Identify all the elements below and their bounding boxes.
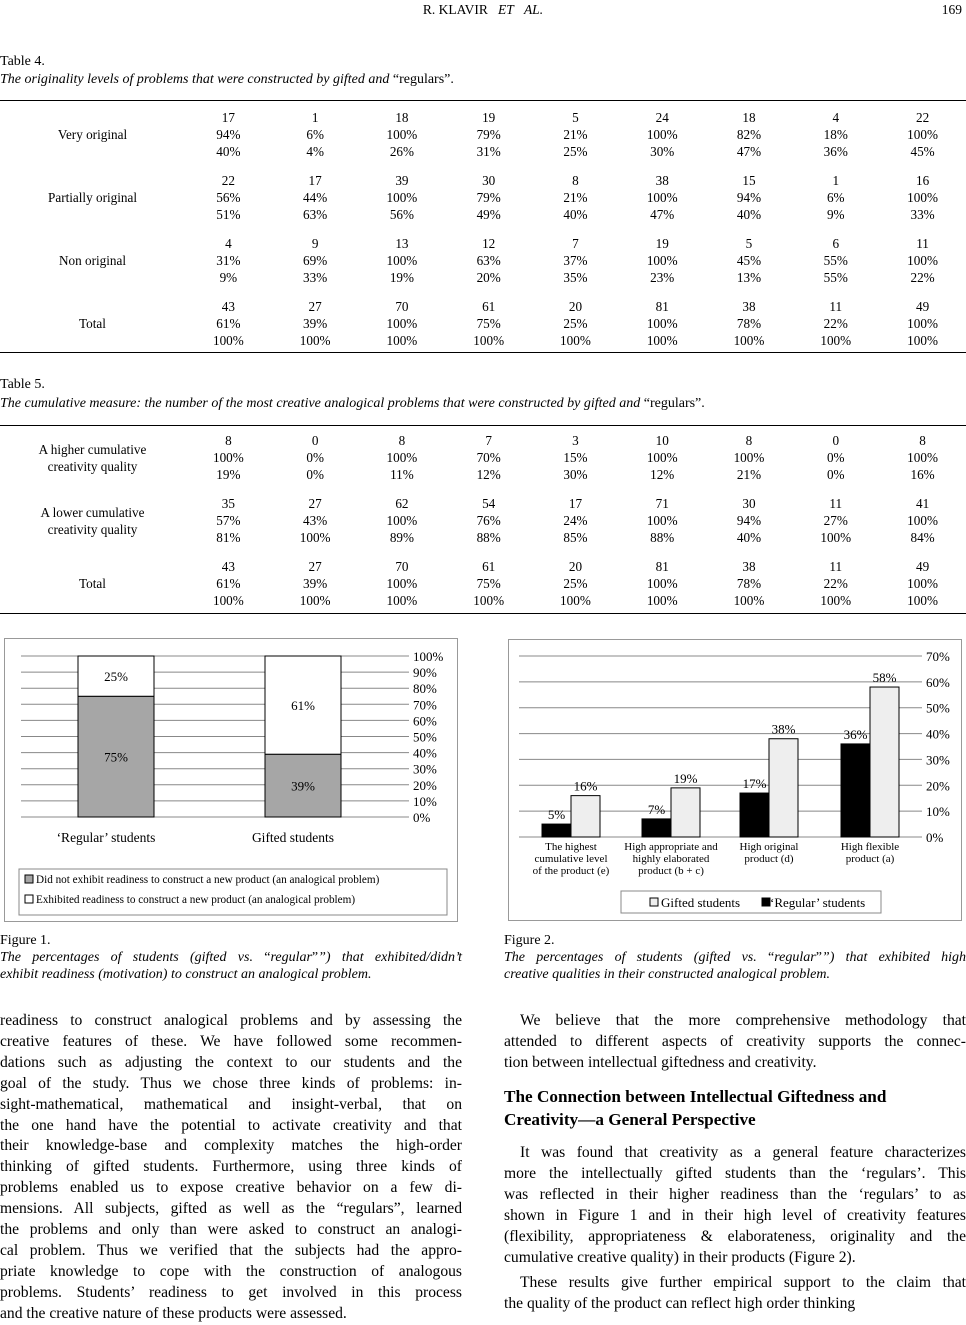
figure1-chart <box>5 639 457 921</box>
table5-cell: 0 0% 0% <box>306 433 324 482</box>
table5-cell: 54 76% 88% <box>476 496 501 545</box>
text-line: problems. Students’ readiness to get involved in this process <box>0 1283 462 1301</box>
table4-row <box>0 167 966 230</box>
table4-cell: 17 94% 40% <box>216 110 241 159</box>
table5-cell: 27 43% 100% <box>299 496 331 545</box>
y-tick-label: 80% <box>413 681 437 697</box>
table5-caption: The cumulative measure: the number of the most creative analogical problems that were constructed by gifted and “regulars”. <box>0 396 705 411</box>
y-tick-label: 0% <box>413 810 431 825</box>
table4-cell: 30 79% 49% <box>476 173 501 222</box>
data-label: 7% <box>647 801 666 817</box>
bar <box>671 788 700 837</box>
table4-cell: 9 69% 33% <box>303 236 328 285</box>
x-category-label: High appropriate and <box>624 841 718 853</box>
figure2-chart <box>509 640 961 920</box>
bar <box>740 793 769 837</box>
table4-row <box>0 104 966 167</box>
table5-cell: 61 75% 100% <box>473 559 505 608</box>
text-line: cumulative creative quality) in their products (Figure 2). <box>504 1248 856 1266</box>
table5-row <box>0 427 966 490</box>
table5-row <box>0 553 966 616</box>
table5-cell: 43 61% 100% <box>212 559 244 608</box>
table4-cell: 5 45% 13% <box>736 236 762 285</box>
x-category-label: ‘Regular’ students <box>56 830 156 845</box>
y-tick-label: 10% <box>926 804 950 820</box>
table4-cell: 15 94% 40% <box>736 173 762 222</box>
table4-cell: 4 18% 36% <box>823 110 848 159</box>
table5-cell: 70 100% 100% <box>386 559 418 608</box>
table5-row <box>0 490 966 553</box>
table5-cell: 62 100% 89% <box>386 496 418 545</box>
data-label: 61% <box>291 698 315 714</box>
data-label: 75% <box>104 749 128 765</box>
table4-cell: 19 79% 31% <box>476 110 501 159</box>
table5-cell: 35 57% 81% <box>216 496 241 545</box>
text-line: These results give further empirical support to the claim that <box>520 1274 966 1291</box>
text-line: cal problem. Thus we verified that the subjects had the appro- <box>0 1241 462 1259</box>
bar <box>769 739 798 837</box>
table4-cell: 22 56% 51% <box>216 173 241 222</box>
legend-swatch-regular <box>762 898 770 906</box>
table4-cell: 22 100% 45% <box>907 110 938 159</box>
right-column-paragraph-2 <box>504 1143 966 1268</box>
legend-swatch <box>25 875 33 883</box>
table5-cell: 0 0% 0% <box>826 433 845 482</box>
table5-cell: 8 100% 16% <box>907 433 938 482</box>
y-tick-label: 30% <box>926 752 950 768</box>
data-label: 16% <box>573 778 598 794</box>
data-label: 39% <box>291 778 315 794</box>
y-tick-label: 0% <box>926 830 944 845</box>
y-tick-label: 20% <box>926 778 950 794</box>
figure2-frame <box>508 639 962 921</box>
table4-cell: 8 21% 40% <box>563 173 588 222</box>
y-tick-label: 60% <box>413 713 437 729</box>
data-label: 25% <box>104 669 128 685</box>
legend-label: Exhibited readiness to construct a new product (an analogical problem) <box>36 894 356 906</box>
table4-row-label: Non original <box>58 253 127 269</box>
table4-cell: 24 100% 30% <box>646 110 678 159</box>
table4-cell: 1 6% 4% <box>306 110 324 159</box>
table4-cell: 12 63% 20% <box>476 236 501 285</box>
text-line: and the creative nature of these products were assessed. <box>0 1304 347 1322</box>
author-et: ET <box>498 2 514 17</box>
table4-cell: 61 75% 100% <box>473 299 505 348</box>
text-line: dations such as adjusting the context to our students and the <box>0 1053 462 1071</box>
table4-cell: 19 100% 23% <box>646 236 678 285</box>
text-line: goal of the study. Thus we chose three kinds of problems: in- <box>0 1074 462 1092</box>
x-category-label: of the product (e) <box>532 865 610 877</box>
table4-cell: 1 6% 9% <box>826 173 845 222</box>
text-line: thinking of gifted students. Furthermore, using three kinds of <box>0 1158 462 1176</box>
page-number: 169 <box>941 2 962 17</box>
table4-cell: 38 78% 100% <box>733 299 765 348</box>
table5-cell: 11 27% 100% <box>820 496 852 545</box>
table4-cell: 18 100% 26% <box>386 110 418 159</box>
table5-cell: 17 24% 85% <box>563 496 588 545</box>
table5-cell: 7 70% 12% <box>476 433 501 482</box>
table5-cell: 41 100% 84% <box>907 496 938 545</box>
table4-bottom-rule <box>0 352 966 353</box>
text-line: mensions. All subjects, gifted as well as the “regulars”, learned <box>0 1200 462 1218</box>
x-category-label: highly elaborated <box>632 853 710 865</box>
bar <box>571 796 600 837</box>
table5-cell: 8 100% 19% <box>212 433 244 482</box>
table4 <box>0 104 966 356</box>
bar <box>642 819 671 837</box>
table5-title: Table 5. <box>0 377 45 392</box>
x-category-label: product (d) <box>744 853 794 865</box>
y-tick-label: 70% <box>413 697 437 713</box>
x-category-label: product (b + c) <box>638 865 704 877</box>
text-line: was reflected in their higher readiness than the ‘regulars’ to as <box>504 1185 966 1203</box>
y-tick-label: 40% <box>926 726 950 742</box>
data-label: 58% <box>872 670 897 686</box>
table5-row-label: A lower cumulative creativity quality <box>40 504 145 537</box>
table5-cell: 38 78% 100% <box>733 559 765 608</box>
y-tick-label: 70% <box>926 649 950 664</box>
running-head-author: R. KLAVIR ET AL. <box>422 2 544 17</box>
table5-cell: 8 100% 11% <box>386 433 418 482</box>
table5-cell: 10 100% 12% <box>646 433 678 482</box>
y-tick-label: 100% <box>413 649 444 664</box>
table4-cell: 16 100% 33% <box>907 173 938 222</box>
table4-row <box>0 293 966 356</box>
table4-row-label: Very original <box>57 127 128 143</box>
table4-cell: 20 25% 100% <box>560 299 591 348</box>
right-column-paragraph-1 <box>504 1011 966 1074</box>
data-label: 36% <box>843 726 868 742</box>
table4-cell: 13 100% 19% <box>386 236 418 285</box>
table5-cell: 8 100% 21% <box>733 433 765 482</box>
table4-cell: 5 21% 25% <box>563 110 588 159</box>
table4-top-rule <box>0 100 966 101</box>
table4-cell: 7 37% 35% <box>563 236 588 285</box>
right-column-paragraph-3 <box>504 1273 966 1315</box>
x-category-label: product (a) <box>845 853 895 865</box>
table4-cell: 81 100% 100% <box>646 299 678 348</box>
left-column-text <box>0 1011 462 1325</box>
table5-row-label: A higher cumulative creativity quality <box>38 441 147 474</box>
table4-row-label: Partially original <box>48 190 137 206</box>
text-line: tion between intellectual giftedness and creativity. <box>504 1053 817 1071</box>
table4-cell: 43 61% 100% <box>212 299 244 348</box>
table5-cell: 27 39% 100% <box>299 559 331 608</box>
table4-cell: 38 100% 47% <box>646 173 678 222</box>
text-line: (flexibility, appropriateness & elaborateness, originality and the <box>504 1227 966 1245</box>
figure1-frame <box>4 638 458 922</box>
data-label: 17% <box>742 776 767 792</box>
legend-label-gifted: Gifted students <box>661 895 741 910</box>
table4-cell: 27 39% 100% <box>299 299 331 348</box>
bar <box>542 824 571 837</box>
text-line: their knowledge-base and complexity matches the high-order <box>0 1137 462 1155</box>
text-line: attended to different aspects of creativity supports the connec- <box>504 1032 966 1050</box>
running-head <box>0 2 966 22</box>
text-line: the problems and only than were asked to construct an analogi- <box>0 1221 462 1239</box>
table5-cell: 20 25% 100% <box>560 559 591 608</box>
text-line: It was found that creativity as a general feature characterizes <box>520 1144 966 1161</box>
table4-cell: 49 100% 100% <box>907 299 938 348</box>
x-category-label: High flexible <box>840 841 900 853</box>
table4-title: Table 4. <box>0 54 45 69</box>
x-category-label: cumulative level <box>534 853 608 865</box>
table5-top-rule <box>0 425 966 426</box>
figure2-caption: Figure 2. The percentages of students (gifted vs. “regular””) that exhibited high creative qualities in their constructed analogical problem. <box>504 933 966 982</box>
data-label: 19% <box>673 770 698 786</box>
text-line: shown in Figure 1 and in their high level of creativity features <box>504 1206 966 1224</box>
text-line: We believe that the more comprehensive methodology that <box>520 1012 966 1029</box>
y-tick-label: 10% <box>413 793 437 809</box>
text-line: the one hand have the potential to activate creativity and that <box>0 1116 462 1134</box>
data-label: 38% <box>771 721 796 737</box>
table5-cell: 30 94% 40% <box>736 496 762 545</box>
y-tick-label: 30% <box>413 761 437 777</box>
y-tick-label: 50% <box>413 729 437 745</box>
table5-cell: 49 100% 100% <box>907 559 938 608</box>
text-line: sight-mathematical, mathematical and insight-verbal, that on <box>0 1095 462 1113</box>
y-tick-label: 20% <box>413 777 437 793</box>
author-al: AL. <box>523 2 544 17</box>
figure1-caption-title: Figure 1. <box>0 933 51 948</box>
table4-cell: 4 31% 9% <box>216 236 241 285</box>
legend-swatch <box>25 895 33 903</box>
legend-label-regular: ‘Regular’ students <box>770 895 866 910</box>
data-label: 5% <box>547 807 566 823</box>
table4-cell: 39 100% 56% <box>386 173 418 222</box>
bar <box>841 744 870 837</box>
table4-cell: 11 100% 22% <box>907 236 938 285</box>
y-tick-label: 90% <box>413 665 437 681</box>
text-line: readiness to construct analogical problems and by assessing the <box>0 1012 462 1029</box>
table5 <box>0 427 966 616</box>
table5-cell: 71 100% 88% <box>646 496 678 545</box>
table5-cell: 81 100% 100% <box>646 559 678 608</box>
legend-label: Did not exhibit readiness to construct a new product (an analogical problem) <box>36 874 380 886</box>
text-line: creative features of these. We have followed some recommen- <box>0 1032 462 1050</box>
table4-row <box>0 230 966 293</box>
table4-cell: 11 22% 100% <box>820 299 852 348</box>
text-line: the quality of the product can reflect high order thinking <box>504 1294 856 1312</box>
section-heading: The Connection between Intellectual Giftedness and Creativity—a General Perspective <box>504 1087 887 1129</box>
y-tick-label: 60% <box>926 674 950 690</box>
text-line: more the intellectually gifted students than the ‘regulars’. This <box>504 1164 966 1182</box>
x-category-label: Gifted students <box>251 830 335 845</box>
table5-bottom-rule <box>0 613 966 614</box>
table4-row-label: Total <box>79 316 106 332</box>
legend-swatch-gifted <box>650 898 658 906</box>
y-tick-label: 50% <box>926 700 950 716</box>
table4-cell: 17 44% 63% <box>303 173 328 222</box>
x-category-label: The highest <box>545 841 597 853</box>
table5-row-label: Total <box>79 576 106 592</box>
figure1-caption: Figure 1. The percentages of students (gifted vs. “regular””) that exhibited/didn’t exhibit readiness (motivation) to construct an analogical problem. <box>0 933 462 982</box>
y-tick-label: 40% <box>413 745 437 761</box>
figure2-caption-title: Figure 2. <box>504 933 555 948</box>
text-line: priate knowledge to cope with the construction of analogous <box>0 1262 462 1280</box>
table4-cell: 70 100% 100% <box>386 299 418 348</box>
x-category-label: High original <box>739 841 799 853</box>
text-line: problems enabled us to expose creative behavior on a few di- <box>0 1179 462 1197</box>
table4-cell: 6 55% 55% <box>823 236 848 285</box>
table4-caption: The originality levels of problems that were constructed by gifted and “regulars”. <box>0 72 454 87</box>
table5-cell: 11 22% 100% <box>820 559 852 608</box>
table4-cell: 18 82% 47% <box>736 110 762 159</box>
table5-cell: 3 15% 30% <box>563 433 588 482</box>
bar <box>870 687 899 837</box>
